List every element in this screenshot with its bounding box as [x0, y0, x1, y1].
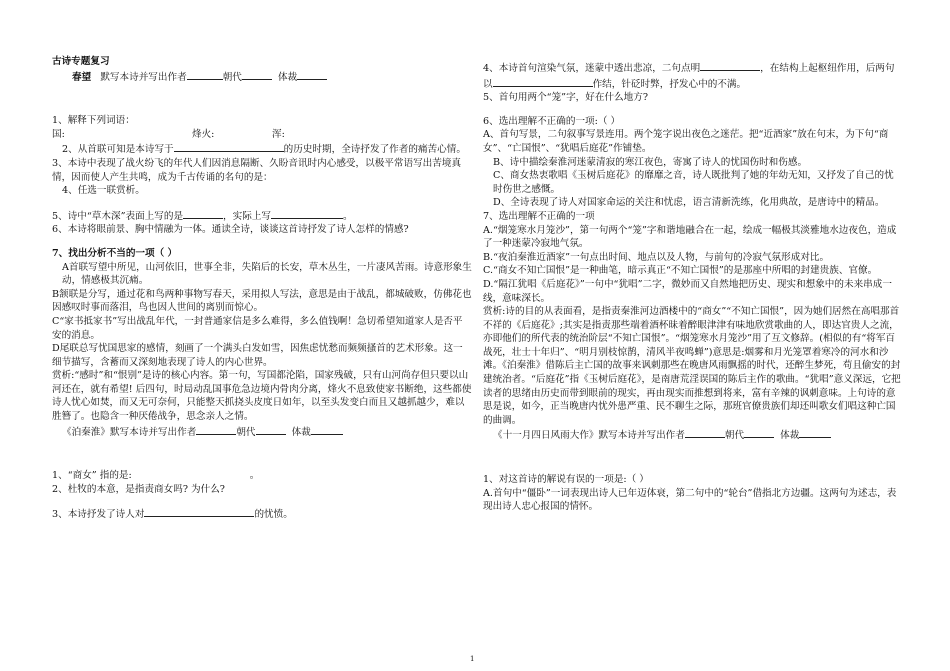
r7-option-b: B.“夜泊秦淮近酒家”一句点出时间、地点以及人物，与前句的冷寂气氛形成对比。 — [483, 251, 830, 263]
author-blank — [187, 69, 223, 80]
chunwang-header: 春望 默写本诗并写出作者 朝代 体裁 — [52, 69, 472, 85]
question-3: 3、本诗中表现了战火纷飞的年代人们因消息隔断、久盼音讯时内心感受，以极平常语写出苦境真情，因而使人产生共鸣，成为千古传诵的名句的是： — [52, 157, 462, 183]
b-question-3: 3、本诗抒发了诗人对 的忧愤。 — [52, 506, 472, 522]
r-question-6: 6、选出理解不正确的一项:（ ） — [483, 115, 621, 127]
question-5: 5、诗中“草木深”表面上写的是 ，实际上写 。 — [52, 208, 472, 224]
page-number: 1 — [470, 655, 475, 663]
r6-option-d: D、全诗表现了诗人对国家命运的关注和忧虑，语言清新洗练，化用典故，是唐诗中的精品。 — [493, 197, 885, 209]
left-column — [52, 55, 472, 522]
answer-blank — [174, 141, 284, 152]
poem-title-chunwang: 春望 — [72, 71, 92, 83]
r7-option-c: C.“商女不知亡国恨”是一种曲笔，暗示真正“不知亡国恨”的是那座中所唱的封建贵族、官僚。 — [483, 265, 878, 277]
b-question-2: 2、杜牧的本意，是指责商女吗? 为什么? — [52, 483, 225, 495]
right-column — [483, 60, 901, 514]
boqinhuai-header: 《泊秦淮》默写本诗并写出作者 朝代 体裁 — [52, 424, 472, 440]
b-question-1: 1、“商女” 指的是: 。 — [52, 470, 260, 482]
dynasty-blank — [242, 69, 272, 80]
option-d: D尾联总写忧国思家的感情，刻画了一个满头白发如雪，因焦虑忧愁而频频搔首的艺术形象。这一细节描写，含蓄而又深刻地表现了诗人的内心世界。 — [52, 343, 463, 368]
option-a: A首联写望中所见，山河依旧，世事全非，失陷后的长安，草木丛生，一片凄风苦雨。诗意形象生动，情感极其沉痛。 — [62, 261, 472, 287]
shiyiyue-header: 《十一月四日风雨大作》默写本诗并写出作者 朝代 体裁 — [483, 427, 901, 443]
section-title: 古诗专题复习 — [52, 56, 110, 67]
r-question-4: 4、本诗首句渲染气氛，迷蒙中透出悲凉，二句点明 ，在结构上起枢纽作用，后两句以 作结，针砭时弊，抒发心中的不满。 — [483, 60, 901, 91]
question-1: 1、解释下列词语： — [52, 115, 135, 127]
r-question-5: 5、首句用两个“笼”字，好在什么地方? — [483, 92, 648, 104]
r6-option-b: B、诗中描绘秦淮河迷蒙清寂的寒江夜色，寄寓了诗人的忧国伤时和伤感。 — [493, 156, 808, 168]
r6-option-a: A、首句写景，二句叙事写景连用。两个笼字说出夜色之迷茫。把“近酒家”放在句末，为下句“商女”、“亡国恨”、“犹唱后庭花”作铺垫。 — [483, 129, 889, 154]
r6-option-c: C、商女热衷歌唱《玉树后庭花》的靡靡之音，诗人既批判了她的年幼无知，又抒发了自己的忧时伤世之感慨。 — [493, 170, 894, 195]
option-c: C“家书抵家书”写出战乱年代，一封普通家信是多么难得，多么值钱啊！急切希望知道家人是否平安的消息。 — [52, 315, 463, 341]
r-appreciation-text: 赏析:诗的目的从表面看，是指责秦淮河边酒楼中的“商女”“不知亡国恨”，因为她们居然在高唱那首不祥的《后庭花》;其实是指责那些端着酒杯昧着醉眼津津有味地欣赏歌曲的人，即达官贵人之流，亦即他们的所代表的统治阶层“不知亡国恨”。“烟笼寒水月笼沙”用了互文修辞。(相似的有“将军百战死，壮士十年归”、“明月别枝惊鹊，清风半夜鸣蝉”)意思是:烟雾和月光笼罩着寒冷的河水和沙滩。《泊秦淮》借陈后主亡国的故事来讽刺那些在晚唐风雨飘摇的时代，还醉生梦死，苟且偷安的封建统治者。“后庭花”指《玉树后庭花》，是南唐荒淫误国的陈后主作的歌曲。“犹唱”意义深远，它把读者的思绪由历史而带到眼前的现实，再由现实而推想到将来，富有辛辣的讽刺意味。上句诗的意思是说，如今，正当晚唐内忧外患严重、民不聊生之际，那班官僚贵族们却还叫歌女们唱这种亡国的曲调。 — [483, 306, 901, 426]
question-2: 2、从首联可知是本诗写于 的历史时期，全诗抒发了作者的痛苦心情。 — [52, 141, 472, 157]
r7-option-a: A.“烟笼寒水月笼沙”，第一句两个“笼”字和谐地融合在一起，绘成一幅极其淡雅地水边夜色，造成了一种迷蒙冷寂地气氛。 — [483, 224, 897, 250]
r-question-7: 7、选出理解不正确的一项 — [483, 210, 595, 222]
question-4: 4、任选一联赏析。 — [62, 185, 145, 197]
r7-option-d: D.“隔江犹唱《后庭花》”一句中“犹唱”二字，微妙而又自然地把历史、现实和想象中的未来串成一线，意味深长。 — [483, 278, 892, 304]
s-question-1: 1、对这首诗的解说有误的一项是:（ ） — [483, 474, 649, 486]
genre-blank — [297, 69, 327, 80]
s1-option-a: A.首句中“僵卧”一词表现出诗人已年迈体衰，第二句中的“轮台”借指北方边疆。这两句为述志，表现出诗人忠心报国的情怀。 — [483, 487, 897, 513]
question-7: 7、找出分析不当的一项（ ） — [52, 247, 178, 259]
appreciation-text: 赏析:“感时”和“恨别”是诗的核心内容。第一句，写国都沦陷，国家残破，只有山河尚存但只要以山河还在，就有希望! 后四句，时局动乱国事危急边境内骨肉分离，烽火不息致使家书断绝，这些都使诗人忧心如焚，而又无可奈何，只能整天抓挠头皮度日如年，以至头发变白而且又越抓越少，难以胜簪了。也隐含一种厌倦战争，思念亲人之情。 — [52, 370, 472, 423]
option-b: B颔联是分写，通过花和鸟两种事物写春天，采用拟人写法，意思是由于战乱，都城破败，仿佛花也因感叹时事而落泪，鸟也因人世间的离别而惊心。 — [52, 288, 472, 314]
question-1-words: 国: 烽火: 浑: — [52, 128, 285, 140]
question-6: 6、本诗将眼前景、胸中情融为一体。通读全诗，谈谈这首诗抒发了诗人怎样的情感? — [52, 224, 409, 236]
